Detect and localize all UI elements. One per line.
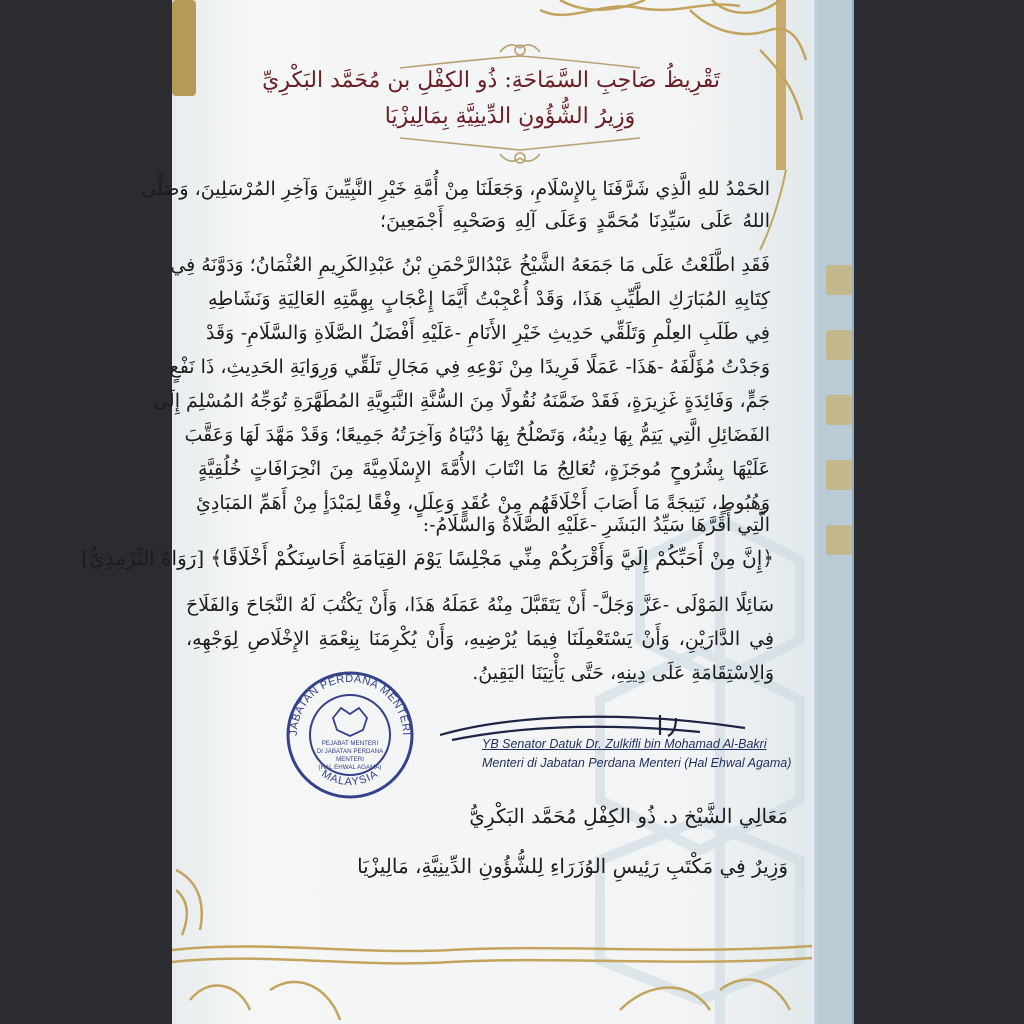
stamp-inner-line: DI JABATAN PERDANA xyxy=(316,748,384,755)
closing-line: فِي الدَّارَيْنِ، وَأَنْ يَسْتَعْمِلَنَا فِيمَا يُرْضِيهِ، وَأَنْ يُكْرِمَنَا بِنِعْمَةِ الإِخْلَاصِ لِوَجْهِهِ، xyxy=(186,628,774,650)
body-line: الحَمْدُ للهِ الَّذِي شَرَّفَنَا بِالإِسْلَامِ، وَجَعَلَنَا مِنْ أُمَّةِ خَيْرِ النَّبِيِّينَ وَآخِرِ المُرْسَلِينَ، وَصَلَّى xyxy=(141,178,770,200)
hadith-quote: ﴿إِنَّ مِنْ أَحَبِّكُمْ إِلَيَّ وَأَقْرَبِكُمْ مِنِّي مَجْلِسًا يَوْمَ القِيَامَةِ أَحَاسِنَكُمْ أَخْلَاقًا﴾ [رَوَاهُ التِّرْمِذِيُّ] xyxy=(81,546,774,570)
body-line: الفَضَائِلِ الَّتِي يَتِمُّ بِهَا دِينُهُ، وَتَصْلُحُ بِهَا دُنْيَاهُ وَآخِرَتُهُ جَمِيعًا؛ وَقَدْ مَهَّدَ لَهَا وَعَقَّبَ xyxy=(184,424,770,446)
body-line: فَقَدِ اطَّلَعْتُ عَلَى مَا جَمَعَهُ الشَّيْخُ عَبْدُالرَّحْمَنِ بْنُ عَبْدِالكَرِيمِ العُثْمَانُ؛ وَدَوَّنَهُ فِي xyxy=(170,254,770,276)
stamp-inner-line: (HAL EHWAL AGAMA) xyxy=(318,764,382,771)
page-title-line-2: وَزِيرُ الشُّؤُونِ الدِّينِيَّةِ بِمَالِيزْيَا xyxy=(384,104,636,129)
body-line: عَلَيْهَا بِشُرُوحٍ مُوجَزَةٍ، تُعَالِجُ مَا انْتَابَ الأُمَّةَ الإِسْلَامِيَّةَ مِنَ انْحِرَافَاتٍ خُلُقِيَّةٍ xyxy=(198,458,770,480)
body-line: وَجَدْتُ مُؤَلَّفَهُ -هَذَا- عَمَلًا فَرِيدًا مِنْ نَوْعِهِ فِي مَجَالِ تَلَقِّي وَرِوَايَةِ الحَدِيثِ، ذَا نَفْعٍ xyxy=(169,356,770,378)
closing-line: سَائِلًا المَوْلَى -عَزَّ وَجَلَّ- أَنْ يَتَقَبَّلَ مِنْهُ عَمَلَهُ هَذَا، وَأَنْ يَكْتُبَ لَهُ النَّجَاحَ وَالفَلَاحَ xyxy=(186,594,774,616)
stamp-inner-line: MENTERI xyxy=(336,756,364,763)
stamp-text xyxy=(280,665,420,805)
stamp-inner-line: PEJABAT MENTERI xyxy=(321,740,379,747)
svg-text:JABATAN PERDANA MENTERI xyxy=(288,673,412,736)
author-title: وَزِيرٌ فِي مَكْتَبِ رَئِيسِ الوُزَرَاءِ لِلشُّؤُونِ الدِّينِيَّةِ، مَالِيزْيَا xyxy=(357,854,788,878)
signature-name: YB Senator Datuk Dr. Zulkifli bin Mohamad Al-Bakri xyxy=(482,737,767,751)
body-line: كِتَابِهِ المُبَارَكِ الطَّيِّبِ هَذَا، وَقَدْ أُعْجِبْتُ أَيَّمَا إِعْجَابٍ بِهِمَّتِهِ العَالِيَةِ وَنَشَاطِهِ xyxy=(208,288,770,310)
page-title-line-1: تَقْرِيظُ صَاحِبِ السَّمَاحَةِ: ذُو الكِفْلِ بن مُحَمَّد البَكْرِيِّ xyxy=(262,68,720,93)
body-line: فِي طَلَبِ العِلْمِ وَتَلَقِّي حَدِيثِ خَيْرِ الأَنَامِ -عَلَيْهِ أَفْضَلُ الصَّلَاةِ وَالسَّلَامِ- وَقَدْ xyxy=(206,322,770,344)
body-line: اللهُ عَلَى سَيِّدِنَا مُحَمَّدٍ وَعَلَى آلِهِ وَصَحْبِهِ أَجْمَعِينَ؛ xyxy=(380,210,770,232)
body-line: جَمٍّ، وَفَائِدَةٍ غَزِيرَةٍ، فَقَدْ ضَمَّنَهُ نُقُولًا مِنَ السُّنَّةِ النَّبَوِيَّةِ المُطَهَّرَةِ تُوَجِّهُ المُسْلِمَ إِلَى xyxy=(153,390,770,412)
stamp-outer-bottom: MALAYSIA xyxy=(319,767,381,789)
body-line: الَّتِي أَقَرَّهَا سَيِّدُ البَشَرِ -عَلَيْهِ الصَّلَاةُ وَالسَّلَامُ-: xyxy=(422,514,770,536)
closing-line: وَالِاسْتِقَامَةِ عَلَى دِينِهِ، حَتَّى يَأْتِيَنَا اليَقِينُ. xyxy=(472,662,774,684)
signature-title: Menteri di Jabatan Perdana Menteri (Hal Ehwal Agama) xyxy=(482,756,792,770)
body-line: وَهُبُوطٍ، نَتِيجَةً مَا أَصَابَ أَخْلَاقَهُم مِنْ عُقَدٍ وَعِلَلٍ، وِفْقًا لِمَبْدَأٍ مِنْ أَهَمِّ المَبَادِئِ xyxy=(196,492,770,514)
stamp-outer-top: JABATAN PERDANA MENTERI xyxy=(287,672,413,736)
author-name: مَعَالِي الشَّيْخ د. ذُو الكِفْلِ مُحَمَّد البَكْرِيُّ xyxy=(469,804,788,828)
